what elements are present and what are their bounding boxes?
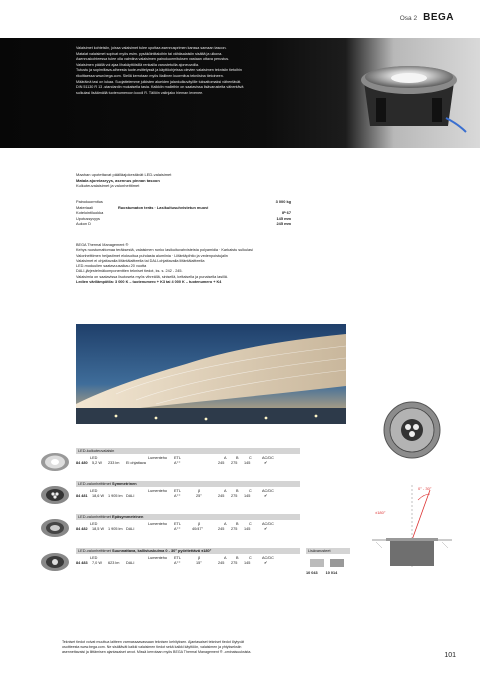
- accessory-thumbnail: [308, 557, 348, 569]
- thermal-line: Valaisimia on saatavissa lisutoseta myös vihreällä, sinisellä, keltaisella ja punaisella lasillä.: [76, 274, 228, 279]
- footnote-line: osoitteesta www.bega.com. Ne sisältävät kaikki valaisimen tiedot sekä kaikki käyttöön, valaisimen ja yhtykseksiin: [62, 645, 242, 649]
- spec-value: 245 mm: [276, 221, 291, 226]
- col-c: C: [249, 489, 252, 493]
- spec-label: Upotussyvyys: [76, 215, 100, 221]
- cell-c: 145: [244, 461, 251, 466]
- product-subtitle: Epäsymmetrinen: [111, 514, 144, 519]
- spec-value: 3 000 kg: [275, 199, 291, 204]
- col-lumens: Lumenteho: [148, 556, 167, 560]
- col-etl: ETL: [174, 556, 181, 560]
- cell-acdc: ✔: [264, 527, 268, 532]
- col-c: C: [249, 522, 252, 526]
- intro-line: Valaisimen päällä voi ajaa lihakäyttöisillä renkailla varustetuilla ajoneuvoilla.: [76, 62, 200, 67]
- thermal-line: Valaisimet ei ohjattavalla liitäntälaitteella tai DALI-ohjattavalla liitäntälaitteella: [76, 258, 205, 263]
- product-subtitle: Suunnattava, kallistuskulma 0 - 30° pyöritettävä ±180°: [111, 548, 212, 553]
- cell-beta: 25°: [196, 494, 202, 499]
- product-code: 84 483: [76, 561, 88, 566]
- product-table: [76, 556, 300, 566]
- product-title: LED-kulkuteuvalaisin: [78, 448, 115, 453]
- cell-beta: 40/47°: [192, 527, 204, 532]
- thermal-line: DALI-järjestelmäkomponenttien tekniset tiedot, ks. s. 242 - 245.: [76, 269, 183, 274]
- col-etl: ETL: [174, 522, 181, 526]
- table-row: [76, 527, 300, 532]
- cell-etl: A⁺⁺: [174, 527, 181, 532]
- cell-c: 145: [244, 527, 251, 532]
- col-lumens: Lumenteho: [148, 456, 167, 460]
- col-a: A: [224, 456, 227, 460]
- col-acdc: AC/DC: [262, 456, 274, 460]
- thermal-title: BEGA Thermal Management ®: [76, 243, 129, 247]
- cell-control: DALI: [126, 527, 135, 532]
- product-code: 84 480: [76, 461, 88, 466]
- col-b: B: [236, 556, 239, 560]
- cell-control: DALI: [126, 561, 135, 566]
- col-c: C: [249, 456, 252, 460]
- col-acdc: AC/DC: [262, 522, 274, 526]
- accessories-title-bar: Lisävarusteet: [306, 548, 350, 554]
- cell-beta: 15°: [196, 561, 202, 566]
- cell-a: 245: [218, 461, 225, 466]
- thermal-management-section: [76, 243, 326, 285]
- col-led: LED: [90, 556, 98, 560]
- thermal-line: Valonheittimen heijastimet eloksoitua puhdasta alumiinia · Liitäntäpihtio ja vedenpoistujalin: [76, 253, 228, 258]
- spec-value: 145 mm: [276, 215, 291, 221]
- spec-label: Aukon D: [76, 221, 91, 226]
- intro-line: DIN 51130 R 13 -standardin mukaisella tasia. Kaikkiin malleihin on saatavissa lisävarusteita vähentävä: [76, 85, 244, 90]
- product-title-bar: [76, 548, 300, 554]
- cell-etl: A⁺⁺: [174, 494, 181, 499]
- cell-b: 275: [231, 461, 238, 466]
- luminaire-thumbnail: [40, 452, 70, 472]
- intro-line: sulkulasi lisäämällä tuotenumeroon koodi R. Tällöin valinjako hieman levenee.: [76, 90, 204, 95]
- intro-line: Matalat valaisimet sopivat myös esim. pysäköintitaloihin tai vähäsalaisiin sisältä ja ulkona.: [76, 51, 223, 56]
- product-description: [76, 172, 171, 189]
- technical-drawing: [372, 390, 452, 580]
- brand-logo: BEGA: [423, 12, 454, 23]
- col-a: A: [224, 556, 227, 560]
- application-photo: [76, 324, 346, 424]
- cell-a: 245: [218, 494, 225, 499]
- col-b: B: [236, 522, 239, 526]
- cell-a: 245: [218, 561, 225, 566]
- cell-a: 245: [218, 527, 225, 532]
- cell-b: 275: [231, 527, 238, 532]
- thermal-line: Kehys ruostumattomaa teräksestä, valaisimen runko lasikuituvahvisteista polyamidia · Karkaistu sulkulasi: [76, 248, 253, 253]
- cell-etl: A⁺⁺: [174, 561, 181, 566]
- cell-lumen: 233 lm: [108, 461, 120, 466]
- intro-line: Tutustu ja sopimiltava-alheesta tuote-esittelyssä ja käyttöohjeissa olevien valaisimen teknisiin tietoihin: [76, 68, 242, 73]
- product-table: [76, 489, 300, 499]
- col-beta: β: [198, 489, 201, 493]
- col-etl: ETL: [174, 456, 181, 460]
- col-acdc: AC/DC: [262, 489, 274, 493]
- product-title-bar: [76, 481, 300, 487]
- cell-acdc: ✔: [264, 561, 268, 566]
- footnote-line: asennettavaisi ja liittämisen ajantasaiset arvot. Missä kerrotaan myös BEGA Thermal Management ® -ominaisuuksista.: [62, 650, 252, 654]
- intro-line: Asennuskohteessa tulee olla valmiina valaisimen painokuormituksen vastaan ottava perustus.: [76, 57, 230, 62]
- luminaire-thumbnail: [40, 552, 70, 572]
- cell-control: DALI: [126, 494, 135, 499]
- product-subtitle: Symmetrinen: [111, 481, 137, 486]
- product-code: 84 481: [76, 494, 88, 499]
- table-row: [76, 461, 300, 466]
- col-led: LED: [90, 456, 98, 460]
- luminaire-thumbnail: [40, 485, 70, 505]
- thermal-line: LED-moduulien saatavuusaikau 20 vuotta: [76, 264, 147, 269]
- accessory-code: 10 043: [306, 571, 318, 575]
- accessory-codes: [306, 571, 337, 575]
- product-table: [76, 456, 300, 466]
- product-title-bar: [76, 448, 300, 454]
- col-c: C: [249, 556, 252, 560]
- description-line: Kulkuteuvalaisimet ja valonheittimet: [76, 183, 140, 189]
- page-number: 101: [444, 652, 456, 659]
- cell-watt: 7,0 W: [92, 561, 102, 566]
- cell-acdc: ✔: [264, 494, 268, 499]
- col-a: A: [224, 522, 227, 526]
- luminaire-thumbnail: [40, 518, 70, 538]
- intro-line: Valaisimet kohteisiin, joissa valaisimet tulee upottaa asennusprimen kanssa samaan tasoon.: [76, 46, 227, 50]
- table-row: [76, 561, 300, 566]
- accessory-code: 10 014: [325, 571, 338, 575]
- cell-c: 145: [244, 561, 251, 566]
- col-etl: ETL: [174, 489, 181, 493]
- product-title: LED-valonheittimet: [78, 514, 111, 519]
- spec-label: Materiaali: [76, 204, 93, 210]
- cell-lumen: 1 905 lm: [108, 494, 123, 499]
- intro-text: [76, 46, 321, 96]
- col-led: LED: [90, 489, 98, 493]
- section-label: Osa 2: [399, 15, 418, 22]
- col-led: LED: [90, 522, 98, 526]
- product-title: LED-valonheittimet: [78, 481, 111, 486]
- page-header: [400, 12, 454, 23]
- product-table: [76, 522, 300, 532]
- thermal-line: Ledien värilämpötila: 3 000 K – tuotenumero + K3 tai 4 000 K – tuotenumero + K4: [76, 280, 222, 285]
- product-title: LED-valonheittimet: [78, 548, 111, 553]
- spec-label: Painokuormitus: [76, 199, 103, 204]
- footnote: [62, 640, 352, 655]
- table-row: [76, 494, 300, 499]
- intro-line: rikoittaessa www.bega.com. Siellä kerrotaan myös liiallinen kuormitus tekniisina tietoineen.: [76, 73, 224, 78]
- spec-material: Ruostumaton teräs · Lasikuitusuhvistetun muovi: [118, 204, 209, 210]
- cell-watt: 5,2 W: [92, 461, 102, 466]
- intro-line: Määräinä tasi on lukaa. Suojattelemme julkisten alueiden jalankulkuväylille tuksattomaksi vähentävät.: [76, 79, 242, 84]
- cell-b: 275: [231, 561, 238, 566]
- tilt-angle-label: 0° - 30°: [418, 486, 432, 491]
- col-b: B: [236, 456, 239, 460]
- spec-material: [118, 221, 291, 227]
- cell-b: 275: [231, 494, 238, 499]
- cell-watt: 18,6 W: [92, 494, 105, 499]
- cell-lumen: 623 lm: [108, 561, 120, 566]
- spec-row: [76, 221, 291, 227]
- cell-acdc: ✔: [264, 461, 268, 466]
- spec-list: [76, 199, 291, 227]
- col-acdc: AC/DC: [262, 556, 274, 560]
- col-beta: β: [198, 522, 201, 526]
- col-lumens: Lumenteho: [148, 522, 167, 526]
- description-line: Matala ajoreiasryys, asennus pinnan tasoon: [76, 177, 160, 183]
- footnote-line: Tekniset tiedot voivat muuttua laitteen varmassaavassaan teknisen kehityksen. Ajantasaiset tekniset tiedot löytyvät: [62, 640, 244, 644]
- spec-label: Kotelointiluokka: [76, 210, 104, 215]
- product-photo-luminaire: [350, 40, 468, 144]
- product-title-bar: [76, 514, 300, 520]
- col-b: B: [236, 489, 239, 493]
- cell-control: Ei ohjattava: [126, 461, 146, 466]
- cell-c: 145: [244, 494, 251, 499]
- col-a: A: [224, 489, 227, 493]
- col-beta: β: [198, 556, 201, 560]
- cell-lumen: 1 905 lm: [108, 527, 123, 532]
- intro-band: [0, 38, 480, 148]
- description-line: Maahan upotettavat päälläajokestävät LED-valaisimet: [76, 172, 172, 177]
- rotation-label: ±180°: [375, 510, 386, 515]
- col-lumens: Lumenteho: [148, 489, 167, 493]
- cell-etl: A⁺⁺: [174, 461, 181, 466]
- product-code: 84 482: [76, 527, 88, 532]
- spec-value: IP 67: [281, 210, 291, 215]
- cell-watt: 18,5 W: [92, 527, 105, 532]
